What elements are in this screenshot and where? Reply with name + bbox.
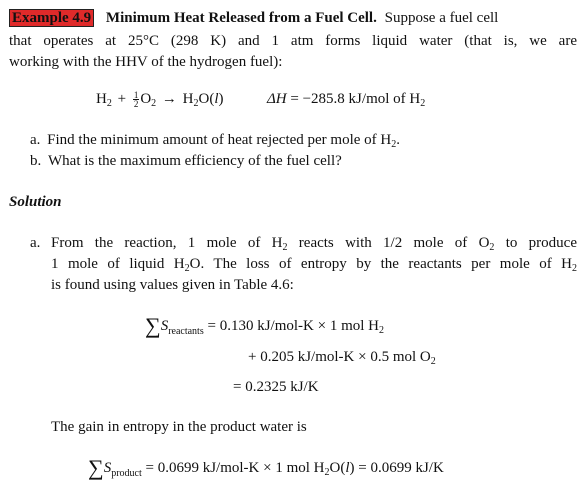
example-badge: Example 4.9 <box>9 9 94 27</box>
solution-heading: Solution <box>9 194 62 210</box>
example-intro-line2: that operates at 25°C (298 K) and 1 atm forms liquid water (that is, we are <box>9 33 577 49</box>
solution-a-line2: 1 mole of liquid $H_2O$. The loss of entropy by the reactants per mole of $H_2$ <box>51 256 577 274</box>
reactant-h2: $H_2$ <box>96 91 112 109</box>
eq-reactants-total: = 0.2325 kJ/K <box>233 379 319 395</box>
solution-a-line3: is found using values given in Table 4.6: <box>51 277 294 293</box>
example-intro-line1: Suppose a fuel cell <box>384 10 499 26</box>
enthalpy-change: ΔH = −285.8 kJ/mol of $H_2$ <box>267 91 426 109</box>
example-intro-line3: working with the HHV of the hydrogen fuel): <box>9 54 283 70</box>
solution-a-line1-full: From the reaction, 1 mole of $H_2$ reacts with 1/2 mole of $O_2$ to produce <box>51 235 577 253</box>
reaction-equation <box>96 89 425 110</box>
example-header-line <box>9 8 577 29</box>
product-water: $H_2O(l)$ <box>182 91 224 109</box>
question-a: a. Find the minimum amount of heat rejected per mole of $H_2$. <box>30 132 400 150</box>
half-fraction: $\frac{1}{2}$ <box>133 90 139 110</box>
eq-reactants-oxygen: + 0.205 kJ/mol-K × 0.5 mol $O_2$ <box>248 349 436 367</box>
question-b: b. What is the maximum efficiency of the fuel cell? <box>30 153 342 169</box>
reaction-arrow: → <box>161 91 177 107</box>
plus-sign: + <box>117 91 127 107</box>
solution-a-label: a. <box>30 235 41 251</box>
example-title: Minimum Heat Released from a Fuel Cell. <box>105 10 377 26</box>
gain-text: The gain in entropy in the product water is <box>51 419 307 435</box>
eq-reactants-entropy: $\sum S_{reactants} = 0.130$ kJ/mol-K × 1 mol $H_2$ <box>145 313 384 338</box>
example-intro-line2-wrap <box>9 31 577 52</box>
reactant-o2: $O_2$ <box>140 91 157 109</box>
eq-product-entropy: $\sum S_{product} = 0.0699$ kJ/mol-K × 1 mol $H_2O(l) = 0.0699$ kJ/K <box>88 455 444 480</box>
